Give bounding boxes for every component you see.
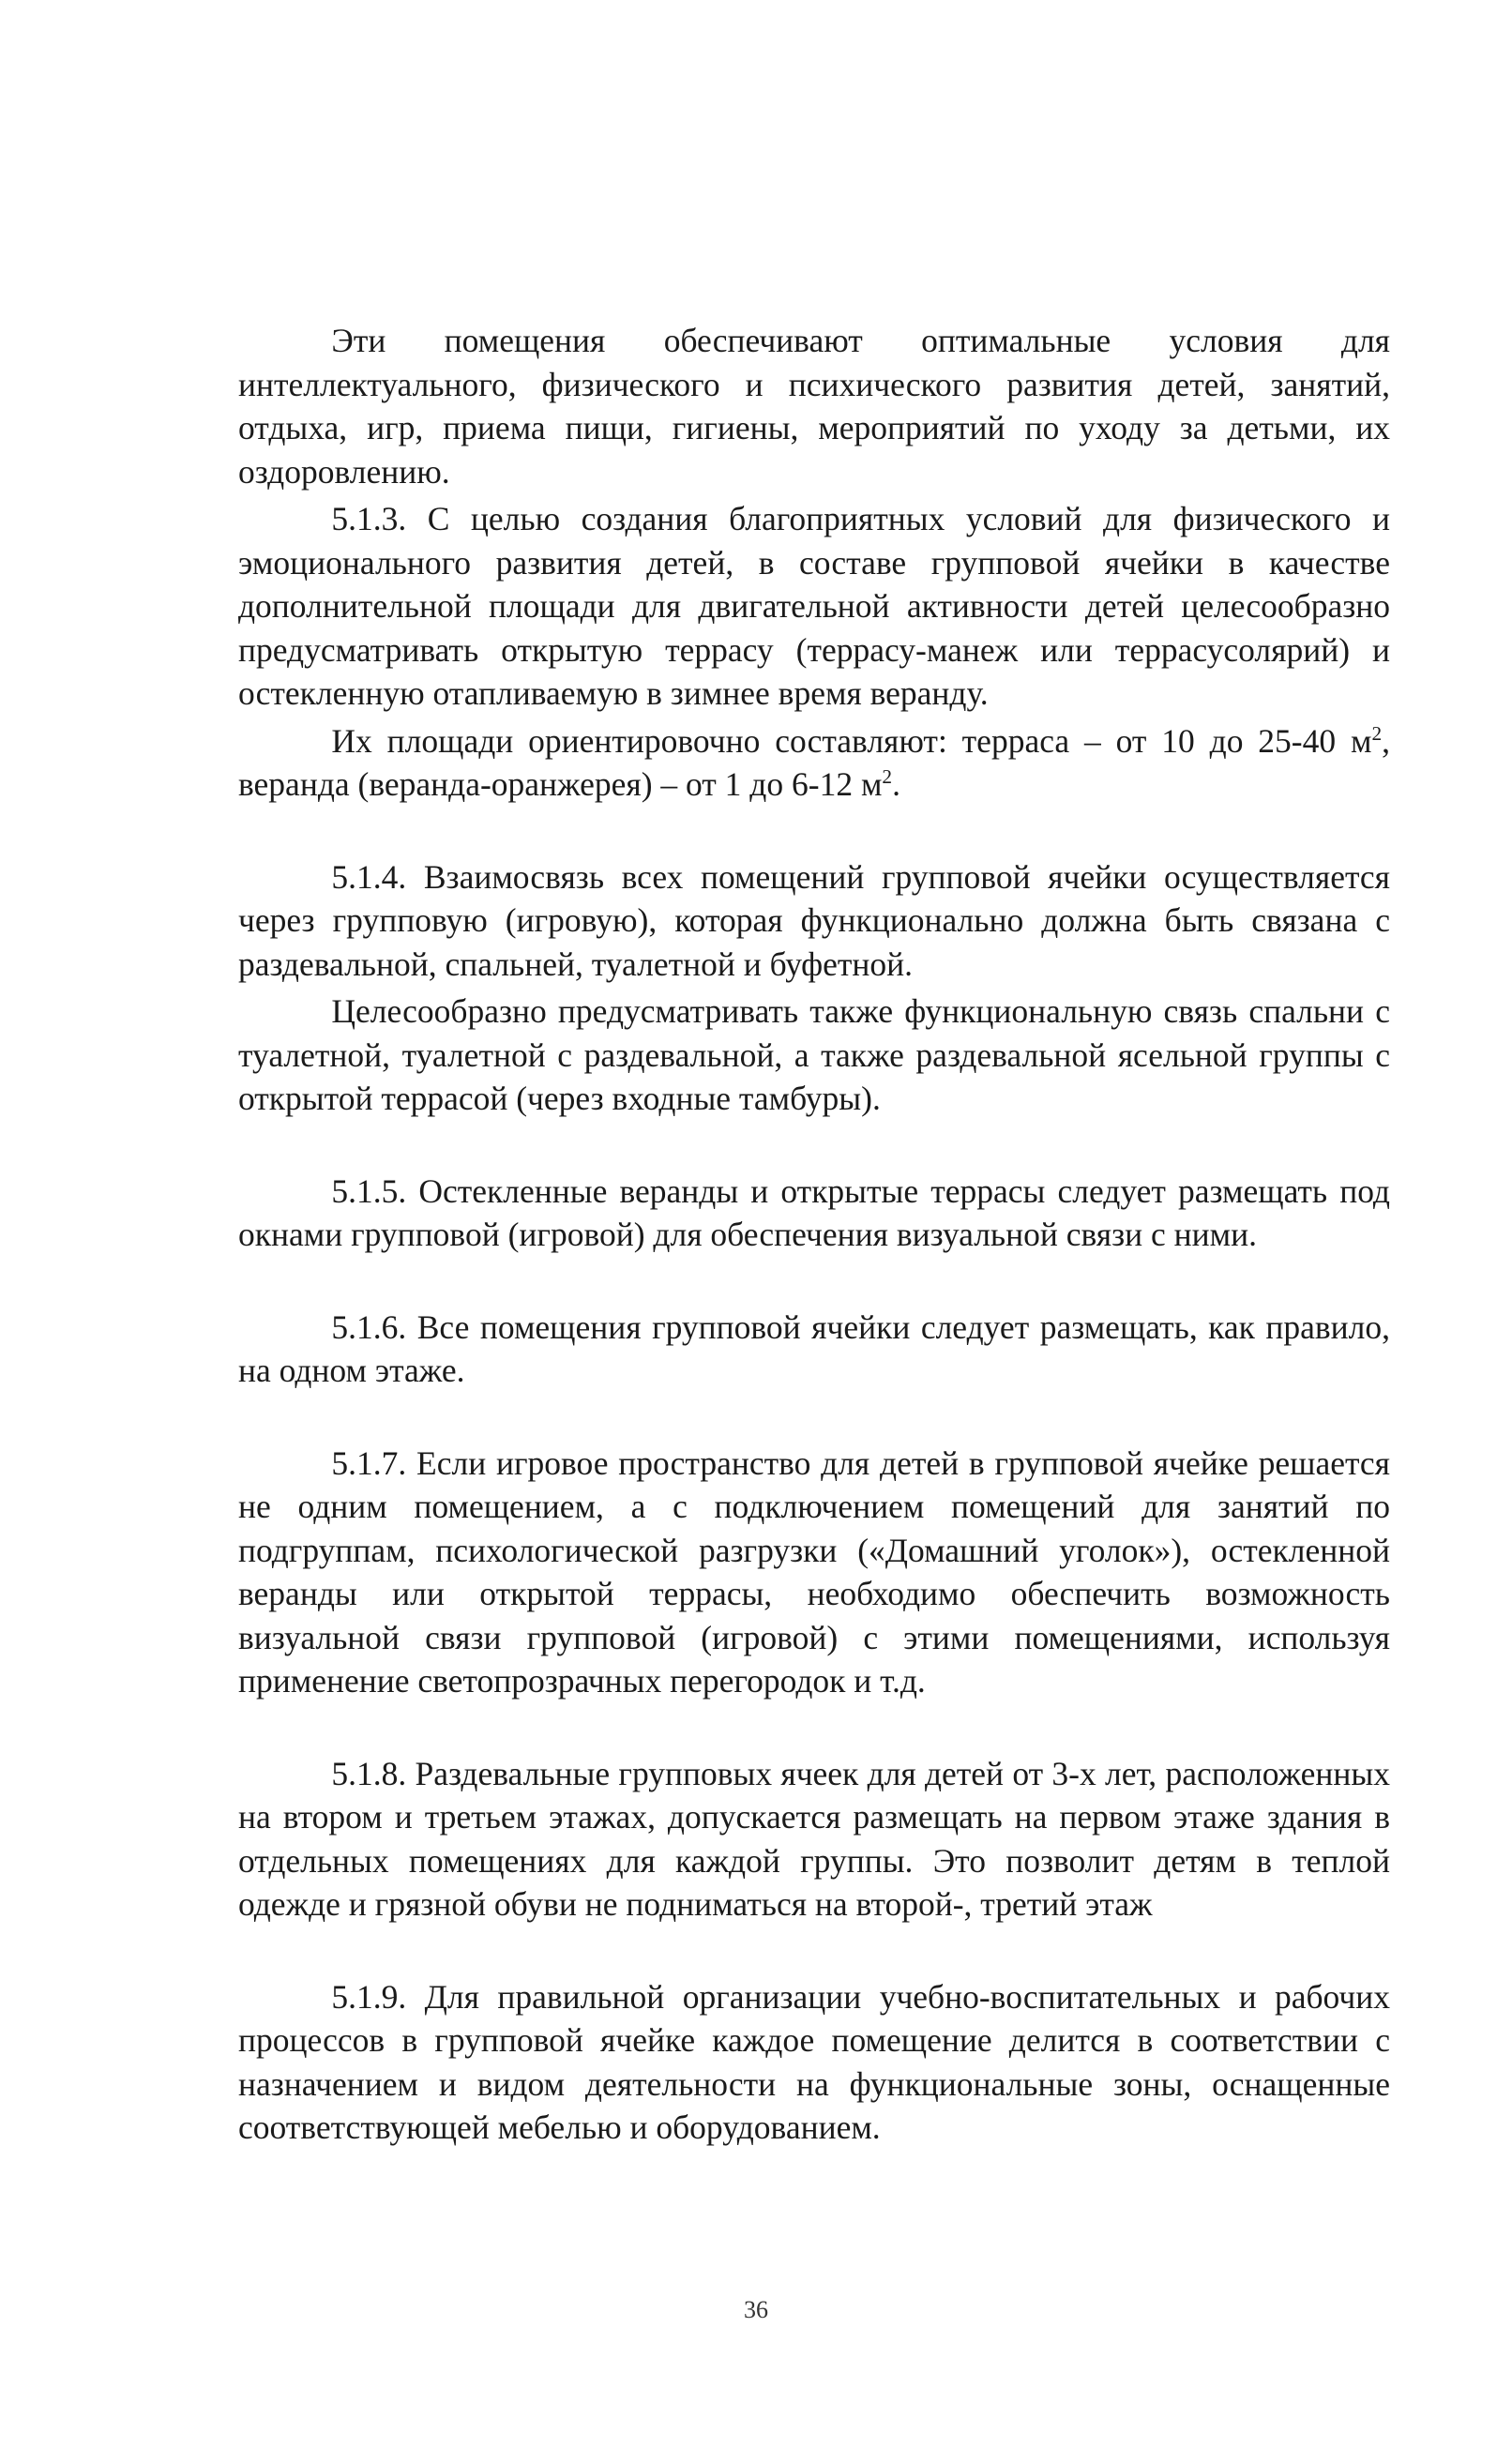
area-text-part1: Их площади ориентировочно составляют: терраса – от 10 до 25-40 м [331,721,1372,760]
document-body [238,319,1390,2150]
paragraph-5-1-7: 5.1.7. Если игровое пространство для детей в групповой ячейке решается не одним помещением, а с подключением помещений для занятий по подгруппам, психологической разгрузки («Домашний уголок»), остекленной веранды или открытой террасы, необходимо обеспечить возможность визуальной связи групповой (игровой) с этими помещениями, используя применение светопрозрачных перегородок и т.д. [238,1443,1390,1700]
paragraph-connection: Целесообразно предусматривать также функциональную связь спальни с туалетной, туалетной с раздевальной, а также раздевальной ясельной группы с открытой террасой (через входные тамбуры). [238,992,1390,1117]
paragraph-5-1-3: 5.1.3. С целью создания благоприятных условий для физического и эмоционального развития детей, в составе групповой ячейки в качестве дополнительной площади для двигательной активности детей целесообразно предусматривать открытую террасу (террасу-манеж или террасусолярий) и остекленную отапливаемую в зимнее время веранду. [238,500,1390,712]
area-superscript-2: 2 [882,765,893,789]
paragraph-5-1-5: 5.1.5. Остекленные веранды и открытые террасы следует размещать под окнами групповой (игровой) для обеспечения визуальной связи с ними. [238,1171,1390,1253]
paragraph-5-1-4: 5.1.4. Взаимосвязь всех помещений групповой ячейки осуществляется через групповую (игровую), которая функционально должна быть связана с раздевальной, спальней, туалетной и буфетной. [238,857,1390,983]
area-superscript-1: 2 [1371,721,1383,745]
area-text-part3: . [892,765,900,803]
paragraph-intro: Эти помещения обеспечивают оптимальные условия для интеллектуального, физического и психического развития детей, занятий, отдыха, игр, приема пищи, гигиены, мероприятий по уходу за детьми, их оздоровлению. [238,322,1390,491]
paragraph-5-1-6: 5.1.6. Все помещения групповой ячейки следует размещать, как правило, на одном этаже. [238,1307,1390,1389]
paragraph-area [238,719,1390,807]
paragraph-5-1-9: 5.1.9. Для правильной организации учебно-воспитательных и рабочих процессов в групповой ячейке каждое помещение делится в соответствии с назначением и видом деятельности на функциональные зоны, оснащенные соответствующей мебелью и оборудованием. [238,1977,1390,2146]
paragraph-5-1-8: 5.1.8. Раздевальные групповых ячеек для детей от 3-х лет, расположенных на втором и третьем этажах, допускается размещать на первом этаже здания в отдельных помещениях для каждой группы. Это позволит детям в теплой одежде и грязной обуви не подниматься на второй-, третий этаж [238,1754,1390,1923]
page-number: 36 [744,2296,768,2323]
area-text-part2: , веранда (веранда-оранжерея) – от 1 до 6-12 м [238,721,1390,803]
